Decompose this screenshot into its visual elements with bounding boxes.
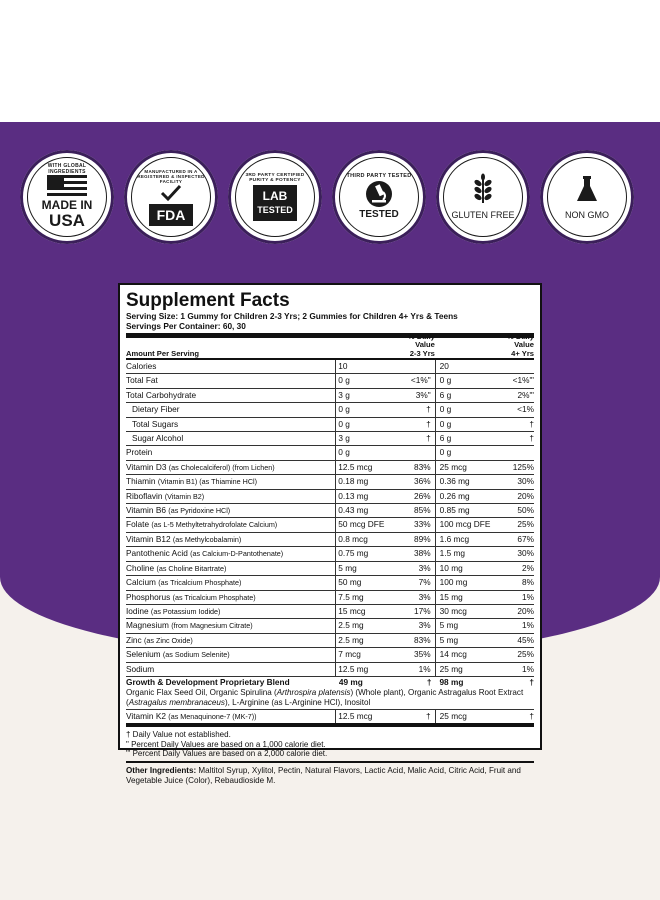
k2-dv-b: † <box>529 710 534 721</box>
vitamin-k2-row <box>126 710 534 727</box>
dv-a: 38% <box>389 547 435 560</box>
amount-a: 5 mg <box>338 562 357 573</box>
nutrient-name: Folate <box>126 519 150 530</box>
dv-b: 125% <box>512 461 534 472</box>
nutrient-name: Vitamin D3 <box>126 461 167 472</box>
table-header <box>126 331 534 360</box>
dv-a: 83% <box>389 634 435 647</box>
amount-a: 2.5 mg <box>338 620 364 631</box>
amount-per-serving-label: Amount Per Serving <box>126 349 199 358</box>
dv-a: 89% <box>389 533 435 546</box>
amount-b: 25 mcg <box>439 461 467 472</box>
nutrient-source: (as L-5 Methyltetrahydrofolate Calcium) <box>151 520 278 530</box>
dv-b: 45% <box>517 634 534 645</box>
amount-b: 6 g <box>439 433 452 444</box>
amount-b: 0 g <box>439 375 452 386</box>
blend-amount-a: 49 mg <box>338 676 363 687</box>
serving-size: Serving Size: 1 Gummy for Children 2-3 Yrs; 2 Gummies for Children 4+ Yrs & Teens <box>126 311 458 321</box>
badge-main: FDA <box>149 204 193 226</box>
amount-a: 0.18 mg <box>338 476 369 487</box>
dv-a: 85% <box>389 504 435 517</box>
dv-b: † <box>529 418 534 429</box>
dv-header-a: % Daily Value 2-3 Yrs <box>407 331 435 358</box>
nutrient-row <box>126 360 534 374</box>
footnote-1: † Daily Value not established. <box>126 730 231 740</box>
badge-ring-text: WITH GLOBAL INGREDIENTS <box>47 163 87 175</box>
non-gmo-badge <box>540 150 634 244</box>
dv-a <box>389 446 435 459</box>
blend-ingredients: Organic Flax Seed Oil, Organic Spirulina (Arthrospira platensis) (Whole plant), Organic Astragalus Root Extract (Astragalus membranaceus), L-Arginine (as L-Arginine HCl), Inositol <box>126 687 524 708</box>
wheat-icon <box>469 173 497 205</box>
made-in-usa-badge <box>20 150 114 244</box>
dv-a: 3% <box>389 591 435 604</box>
nutrient-source: (as Tricalcium Phosphate) <box>158 578 242 588</box>
k2-amount-b: 25 mcg <box>439 710 467 721</box>
badge-line1: LAB <box>262 189 288 203</box>
nutrient-source: (as Methylcobalamin) <box>172 534 242 544</box>
dv-b <box>491 446 534 459</box>
amount-b: 0 g <box>439 404 452 415</box>
nutrient-source: (as Choline Bitartrate) <box>156 563 227 573</box>
amount-b: 5 mg <box>439 634 459 645</box>
amount-b: 6 g <box>439 389 452 400</box>
amount-a: 50 mcg DFE <box>338 519 385 530</box>
dv-b: 30% <box>517 476 534 487</box>
dv-b: † <box>529 433 534 444</box>
supplement-facts-panel <box>118 283 542 786</box>
amount-b: 10 mg <box>439 562 463 573</box>
nutrient-row <box>126 576 534 590</box>
amount-b: 0 g <box>439 447 452 458</box>
amount-a: 0 g <box>338 404 350 415</box>
amount-b: 15 mg <box>439 591 463 602</box>
blend-amount-b: 98 mg <box>439 676 464 687</box>
nutrient-row <box>126 547 534 561</box>
nutrient-name: Phosphorus <box>126 591 171 602</box>
amount-a: 0.8 mcg <box>338 533 368 544</box>
amount-b: 0.26 mg <box>439 490 470 501</box>
amount-b: 0 g <box>439 418 452 429</box>
dv-a: † <box>389 418 435 431</box>
badge-line1: TESTED <box>359 209 399 220</box>
dv-b: 1% <box>521 620 534 631</box>
us-flag-icon <box>47 175 87 197</box>
microscope-icon <box>364 179 394 209</box>
top-white-band <box>0 0 660 122</box>
amount-a: 7.5 mg <box>338 591 364 602</box>
dv-a: 17% <box>389 605 435 618</box>
badge-main: GLUTEN FREE <box>451 210 515 220</box>
nutrient-source: (as Pyridoxine HCl) <box>168 506 231 516</box>
dv-a: 33% <box>389 518 435 531</box>
dv-a: † <box>389 432 435 445</box>
nutrient-source: (as Sodium Selenite) <box>162 650 230 660</box>
badge-ring-text: 3RD PARTY CERTIFIED PURITY & POTENCY <box>245 173 305 183</box>
nutrient-row <box>126 374 534 388</box>
nutrient-row <box>126 475 534 489</box>
nutrient-source: (as Tricalcium Phosphate) <box>172 592 256 602</box>
fda-badge <box>124 150 218 244</box>
nutrient-source: (as Zinc Oxide) <box>144 635 193 645</box>
check-icon <box>160 184 182 202</box>
nutrient-row <box>126 403 534 417</box>
nutrient-name: Total Fat <box>126 375 158 386</box>
dv-a: 83% <box>389 461 435 474</box>
nutrient-name: Pantothenic Acid <box>126 548 188 559</box>
nutrient-source: (Vitamin B1) (as Thiamine HCl) <box>157 477 258 487</box>
amount-a: 2.5 mg <box>338 634 364 645</box>
amount-a: 0.13 mg <box>338 490 369 501</box>
amount-a: 50 mg <box>338 577 362 588</box>
nutrient-row <box>126 605 534 619</box>
dv-b: 2%"' <box>517 389 534 400</box>
nutrient-row <box>126 619 534 633</box>
nutrient-row <box>126 562 534 576</box>
amount-a: 0.43 mg <box>338 505 369 516</box>
dv-a: 3% <box>389 562 435 575</box>
amount-a: 0 g <box>338 375 350 386</box>
k2-name: Vitamin K2 <box>126 710 166 721</box>
nutrient-name: Magnesium <box>126 620 169 631</box>
nutrient-row <box>126 490 534 504</box>
amount-b: 0.85 mg <box>439 505 470 516</box>
dv-a: 7% <box>389 576 435 589</box>
nutrient-name: Total Sugars <box>132 418 179 429</box>
footnote-3: "' Percent Daily Values are based on a 2,000 calorie diet. <box>126 748 328 758</box>
blend-row <box>126 677 534 710</box>
blend-dv-a: † <box>426 676 432 687</box>
dv-b: <1%"' <box>512 375 534 386</box>
dv-b <box>491 360 534 373</box>
nutrient-row <box>126 446 534 460</box>
dv-b: 50% <box>517 505 534 516</box>
other-ingredients-label: Other Ingredients: <box>126 765 197 775</box>
dv-b: 30% <box>517 548 534 559</box>
nutrient-row <box>126 432 534 446</box>
nutrient-name: Selenium <box>126 649 161 660</box>
amount-a: 3 g <box>338 389 350 400</box>
dv-b: 67% <box>517 533 534 544</box>
nutrient-name: Dietary Fiber <box>132 404 180 415</box>
amount-a: 0 g <box>338 447 350 458</box>
amount-a: 12.5 mg <box>338 663 369 674</box>
nutrient-source: (as Potassium Iodide) <box>150 606 221 616</box>
nutrient-name: Vitamin B12 <box>126 533 171 544</box>
nutrient-name: Zinc <box>126 634 142 645</box>
amount-b: 20 <box>439 361 449 371</box>
nutrient-name: Vitamin B6 <box>126 505 166 516</box>
servings-per-container: Servings Per Container: 60, 30 <box>126 321 246 331</box>
amount-a: 0.75 mg <box>338 548 369 559</box>
nutrient-name: Protein <box>126 447 153 458</box>
dv-a: 26% <box>389 490 435 503</box>
footnotes <box>126 727 534 763</box>
amount-b: 0.36 mg <box>439 476 470 487</box>
amount-a: 3 g <box>338 433 350 444</box>
amount-b: 14 mcg <box>439 649 467 660</box>
third-party-tested-badge <box>332 150 426 244</box>
nutrient-row <box>126 634 534 648</box>
amount-b: 25 mg <box>439 663 463 674</box>
dv-a: 3% <box>389 619 435 632</box>
nutrient-row <box>126 648 534 662</box>
nutrient-name: Thiamin <box>126 476 156 487</box>
nutrient-name: Sugar Alcohol <box>132 433 184 444</box>
nutrient-rows <box>126 360 534 677</box>
k2-sub: (as Menaquinone-7 (MK-7)) <box>168 711 257 721</box>
nutrient-name: Iodine <box>126 605 149 616</box>
amount-a: 15 mcg <box>338 605 366 616</box>
badge-ring-text: THIRD PARTY TESTED <box>346 173 412 179</box>
dv-b: 20% <box>517 605 534 616</box>
other-ingredients <box>126 763 534 787</box>
dv-a: 3%" <box>389 389 435 402</box>
nutrient-row <box>126 591 534 605</box>
k2-amount-a: 12.5 mcg <box>338 710 373 721</box>
nutrient-name: Calcium <box>126 577 156 588</box>
badge-line2: USA <box>49 211 85 230</box>
panel-title: Supplement Facts <box>126 290 290 311</box>
dv-b: 2% <box>521 562 534 573</box>
dv-b: 25% <box>517 649 534 660</box>
nutrient-row <box>126 389 534 403</box>
footnote-2: " Percent Daily Values are based on a 1,000 calorie diet. <box>126 739 326 749</box>
dv-a: † <box>389 403 435 416</box>
amount-b: 1.6 mcg <box>439 533 470 544</box>
amount-a: 7 mcg <box>338 649 361 660</box>
nutrient-source: (as Cholecalciferol) (from Lichen) <box>168 462 275 472</box>
nutrient-row <box>126 663 534 677</box>
badges-row <box>0 150 660 265</box>
badge-line1: MADE IN <box>41 198 93 212</box>
flask-icon <box>574 174 600 204</box>
badge-ring-text: MANUFACTURED IN A REGISTERED & INSPECTED FACILITY <box>137 168 205 184</box>
amount-b: 100 mg <box>439 577 468 588</box>
nutrient-name: Total Carbohydrate <box>126 389 197 400</box>
nutrient-source: (Vitamin B2) <box>164 491 205 501</box>
lab-tested-badge <box>228 150 322 244</box>
amount-a: 0 g <box>338 418 350 429</box>
nutrient-row <box>126 518 534 532</box>
dv-b: 20% <box>517 490 534 501</box>
badge-line2: TESTED <box>257 205 293 215</box>
serving-info <box>126 311 534 338</box>
nutrient-row <box>126 461 534 475</box>
dv-b: 8% <box>521 577 534 588</box>
dv-a: 36% <box>389 475 435 488</box>
nutrient-name: Calories <box>126 361 157 371</box>
amount-a: 12.5 mcg <box>338 461 373 472</box>
dv-a: <1%" <box>389 374 435 387</box>
amount-b: 5 mg <box>439 620 459 631</box>
nutrient-source: (as Calcium-D-Pantothenate) <box>190 549 284 559</box>
amount-b: 30 mcg <box>439 605 467 616</box>
nutrient-name: Sodium <box>126 663 155 674</box>
dv-a <box>389 360 435 373</box>
k2-dv-a: † <box>389 710 435 723</box>
dv-a: 1% <box>389 663 435 676</box>
dv-b: 1% <box>521 591 534 602</box>
nutrient-name: Choline <box>126 562 155 573</box>
nutrient-row <box>126 418 534 432</box>
dv-b: <1% <box>517 404 534 415</box>
other-ingredients-text: Maltitol Syrup, Xylitol, Pectin, Natural Flavors, Lactic Acid, Malic Acid, Citric Acid, Fruit and Vegetable Juice (Color), Rebaudioside M. <box>126 765 521 786</box>
dv-b: 1% <box>521 663 534 674</box>
amount-b: 1.5 mg <box>439 548 466 559</box>
gluten-free-badge <box>436 150 530 244</box>
lab-box-icon <box>253 185 297 221</box>
amount-b: 100 mcg DFE <box>439 519 491 530</box>
blend-name: Growth & Development Proprietary Blend <box>126 676 290 687</box>
dv-a: 35% <box>389 648 435 661</box>
nutrient-source: (from Magnesium Citrate) <box>171 621 253 631</box>
nutrient-row <box>126 504 534 518</box>
dv-b: 25% <box>517 519 534 530</box>
dv-header-b: % Daily Value 4+ Yrs <box>506 331 534 358</box>
nutrient-row <box>126 533 534 547</box>
nutrient-name: Riboflavin <box>126 490 163 501</box>
blend-dv-b: † <box>529 676 535 687</box>
amount-a: 10 <box>338 361 348 371</box>
badge-main: NON GMO <box>565 209 609 220</box>
